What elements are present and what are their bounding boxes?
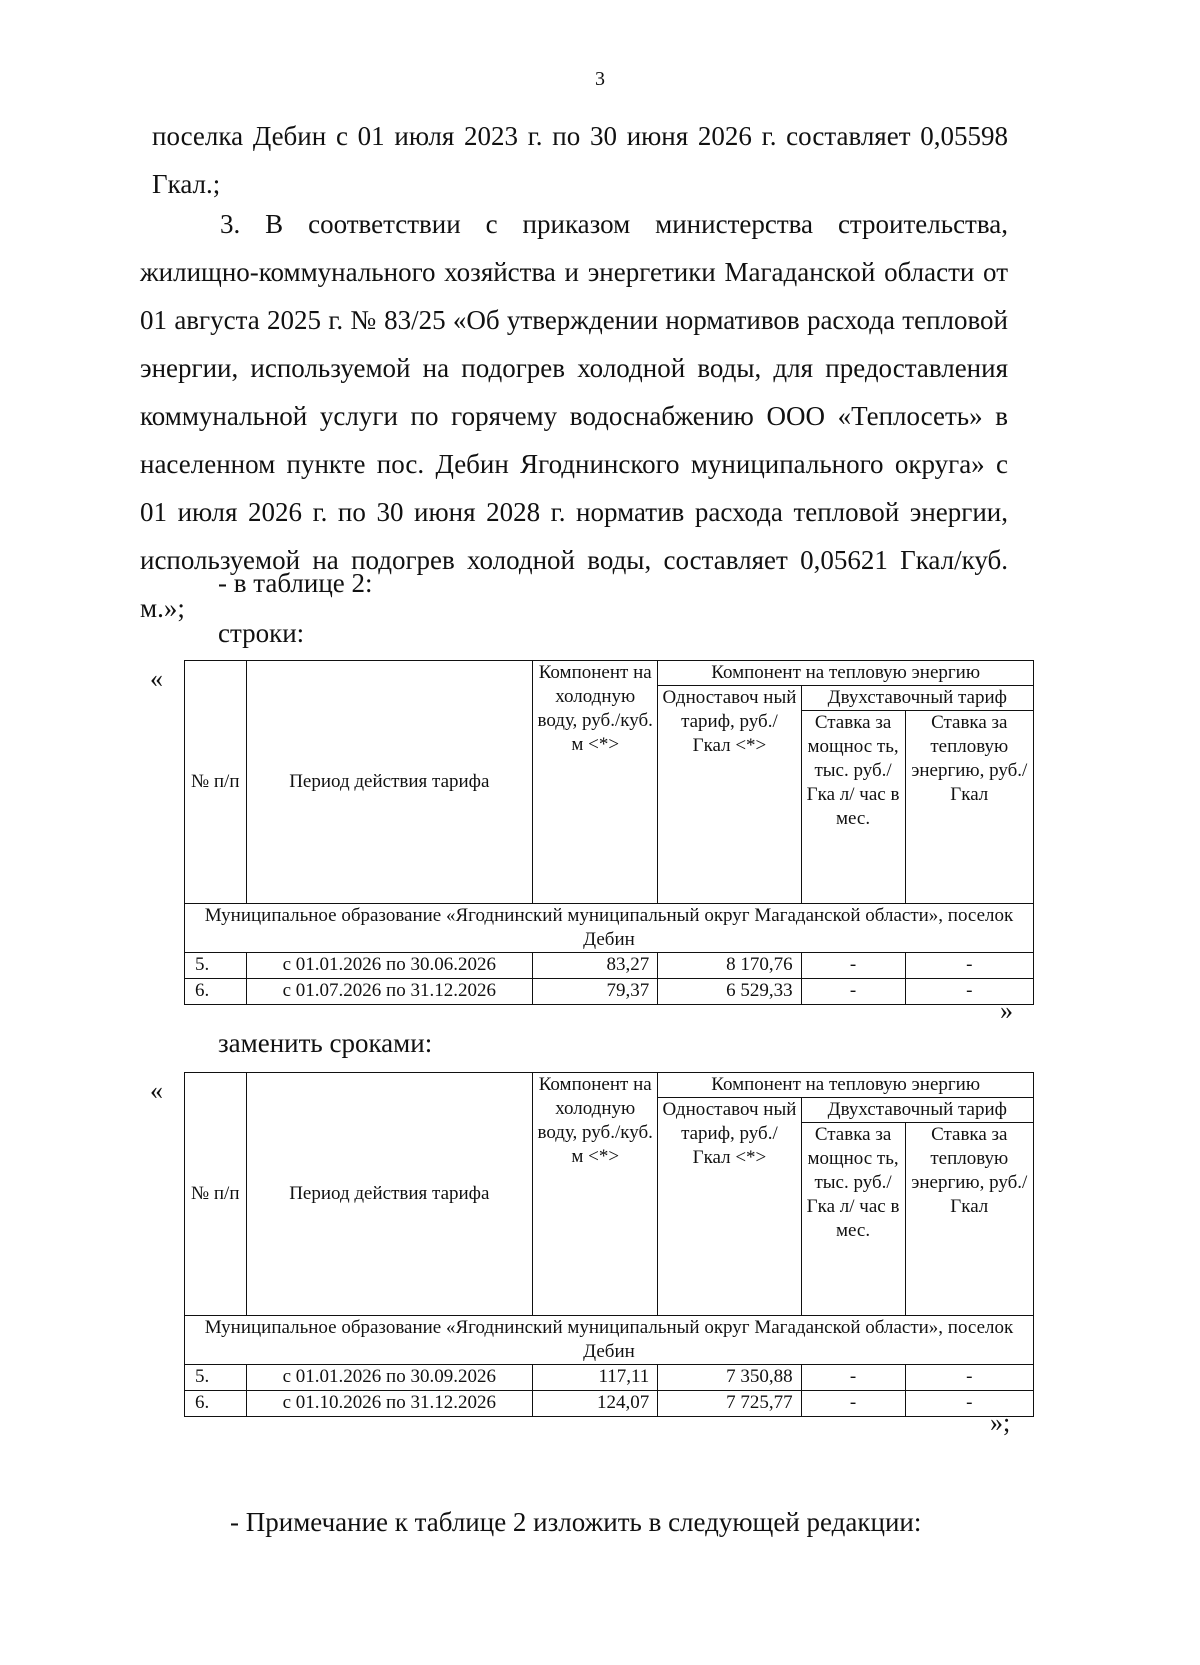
replace-label: заменить сроками: xyxy=(218,1028,433,1058)
header-thermal: Компонент на тепловую энергию xyxy=(658,1073,1034,1098)
header-cold-water: Компонент на холодную воду, руб./куб. м <*> xyxy=(533,1073,658,1316)
row-energy-rate: - xyxy=(905,953,1033,979)
header-period: Период действия тарифа xyxy=(246,661,533,904)
row-energy-rate: - xyxy=(905,979,1033,1005)
header-two-rate: Двухставочный тариф xyxy=(801,1098,1033,1123)
open-quote-2: « xyxy=(150,1076,163,1105)
tariff-table-new xyxy=(184,1072,1034,1417)
row-period: с 01.07.2026 по 31.12.2026 xyxy=(246,979,533,1005)
row-energy-rate: - xyxy=(905,1365,1033,1391)
row-energy-rate: - xyxy=(905,1391,1033,1417)
paragraph-1: поселка Дебин с 01 июля 2023 г. по 30 июня 2026 г. составляет 0,05598 Гкал.; xyxy=(152,121,1008,199)
header-energy-rate: Ставка за тепловую энергию, руб./Гкал xyxy=(905,711,1033,904)
note-line: - Примечание к таблице 2 изложить в следующей редакции: xyxy=(230,1507,922,1537)
row-capacity-rate: - xyxy=(801,1391,905,1417)
row-period: с 01.10.2026 по 31.12.2026 xyxy=(246,1391,533,1417)
row-num: 6. xyxy=(185,1391,247,1417)
header-period: Период действия тарифа xyxy=(246,1073,533,1316)
row-single-rate: 6 529,33 xyxy=(658,979,801,1005)
row-num: 5. xyxy=(185,1365,247,1391)
header-single-rate: Одноставоч ный тариф, руб./Гкал <*> xyxy=(658,1098,801,1316)
close-quote-2: »; xyxy=(990,1408,1011,1437)
table-row xyxy=(185,1391,1034,1417)
row-cold-water: 79,37 xyxy=(533,979,658,1005)
row-single-rate: 7 350,88 xyxy=(658,1365,801,1391)
paragraph-2: 3. В соответствии с приказом министерства строительства, жилищно-коммунального хозяйства и энергетики Магаданской области от 01 августа 2025 г. № 83/25 «Об утверждении нормативов расхода тепловой энергии, используемой на подогрев холодной воды, для предоставления коммунальной услуги по горячему водоснабжению ООО «Теплосеть» в населенном пункте пос. Дебин Ягоднинского муниципального округа» с 01 июля 2026 г. по 30 июня 2028 г. норматив расхода тепловой энергии, используемой на подогрев холодной воды, составляет 0,05621 Гкал/куб. м.»; xyxy=(140,209,1008,623)
header-num: № п/п xyxy=(185,661,247,904)
row-capacity-rate: - xyxy=(801,953,905,979)
page-number: 3 xyxy=(595,68,605,90)
header-single-rate: Одноставоч ный тариф, руб./Гкал <*> xyxy=(658,686,801,904)
header-num: № п/п xyxy=(185,1073,247,1316)
row-period: с 01.01.2026 по 30.06.2026 xyxy=(246,953,533,979)
row-capacity-rate: - xyxy=(801,1365,905,1391)
rows-label: строки: xyxy=(218,618,305,648)
header-energy-rate: Ставка за тепловую энергию, руб./Гкал xyxy=(905,1123,1033,1316)
close-quote-1: » xyxy=(1000,996,1013,1025)
header-two-rate: Двухставочный тариф xyxy=(801,686,1033,711)
row-single-rate: 8 170,76 xyxy=(658,953,801,979)
row-capacity-rate: - xyxy=(801,979,905,1005)
row-single-rate: 7 725,77 xyxy=(658,1391,801,1417)
table-row xyxy=(185,979,1034,1005)
table-row xyxy=(185,1365,1034,1391)
municipality-row: Муниципальное образование «Ягоднинский муниципальный округ Магаданской области», поселок Дебин xyxy=(185,1316,1034,1365)
header-capacity-rate: Ставка за мощнос ть, тыс. руб./Гка л/ час в мес. xyxy=(801,711,905,904)
row-num: 5. xyxy=(185,953,247,979)
open-quote-1: « xyxy=(150,664,163,693)
header-thermal: Компонент на тепловую энергию xyxy=(658,661,1034,686)
row-cold-water: 117,11 xyxy=(533,1365,658,1391)
row-cold-water: 83,27 xyxy=(533,953,658,979)
row-cold-water: 124,07 xyxy=(533,1391,658,1417)
municipality-row: Муниципальное образование «Ягоднинский муниципальный округ Магаданской области», поселок Дебин xyxy=(185,904,1034,953)
row-period: с 01.01.2026 по 30.09.2026 xyxy=(246,1365,533,1391)
tariff-table-old xyxy=(184,660,1034,1005)
header-capacity-rate: Ставка за мощнос ть, тыс. руб./Гка л/ час в мес. xyxy=(801,1123,905,1316)
row-num: 6. xyxy=(185,979,247,1005)
table-row xyxy=(185,953,1034,979)
header-cold-water: Компонент на холодную воду, руб./куб. м <*> xyxy=(533,661,658,904)
in-table-2-label: - в таблице 2: xyxy=(218,568,373,598)
